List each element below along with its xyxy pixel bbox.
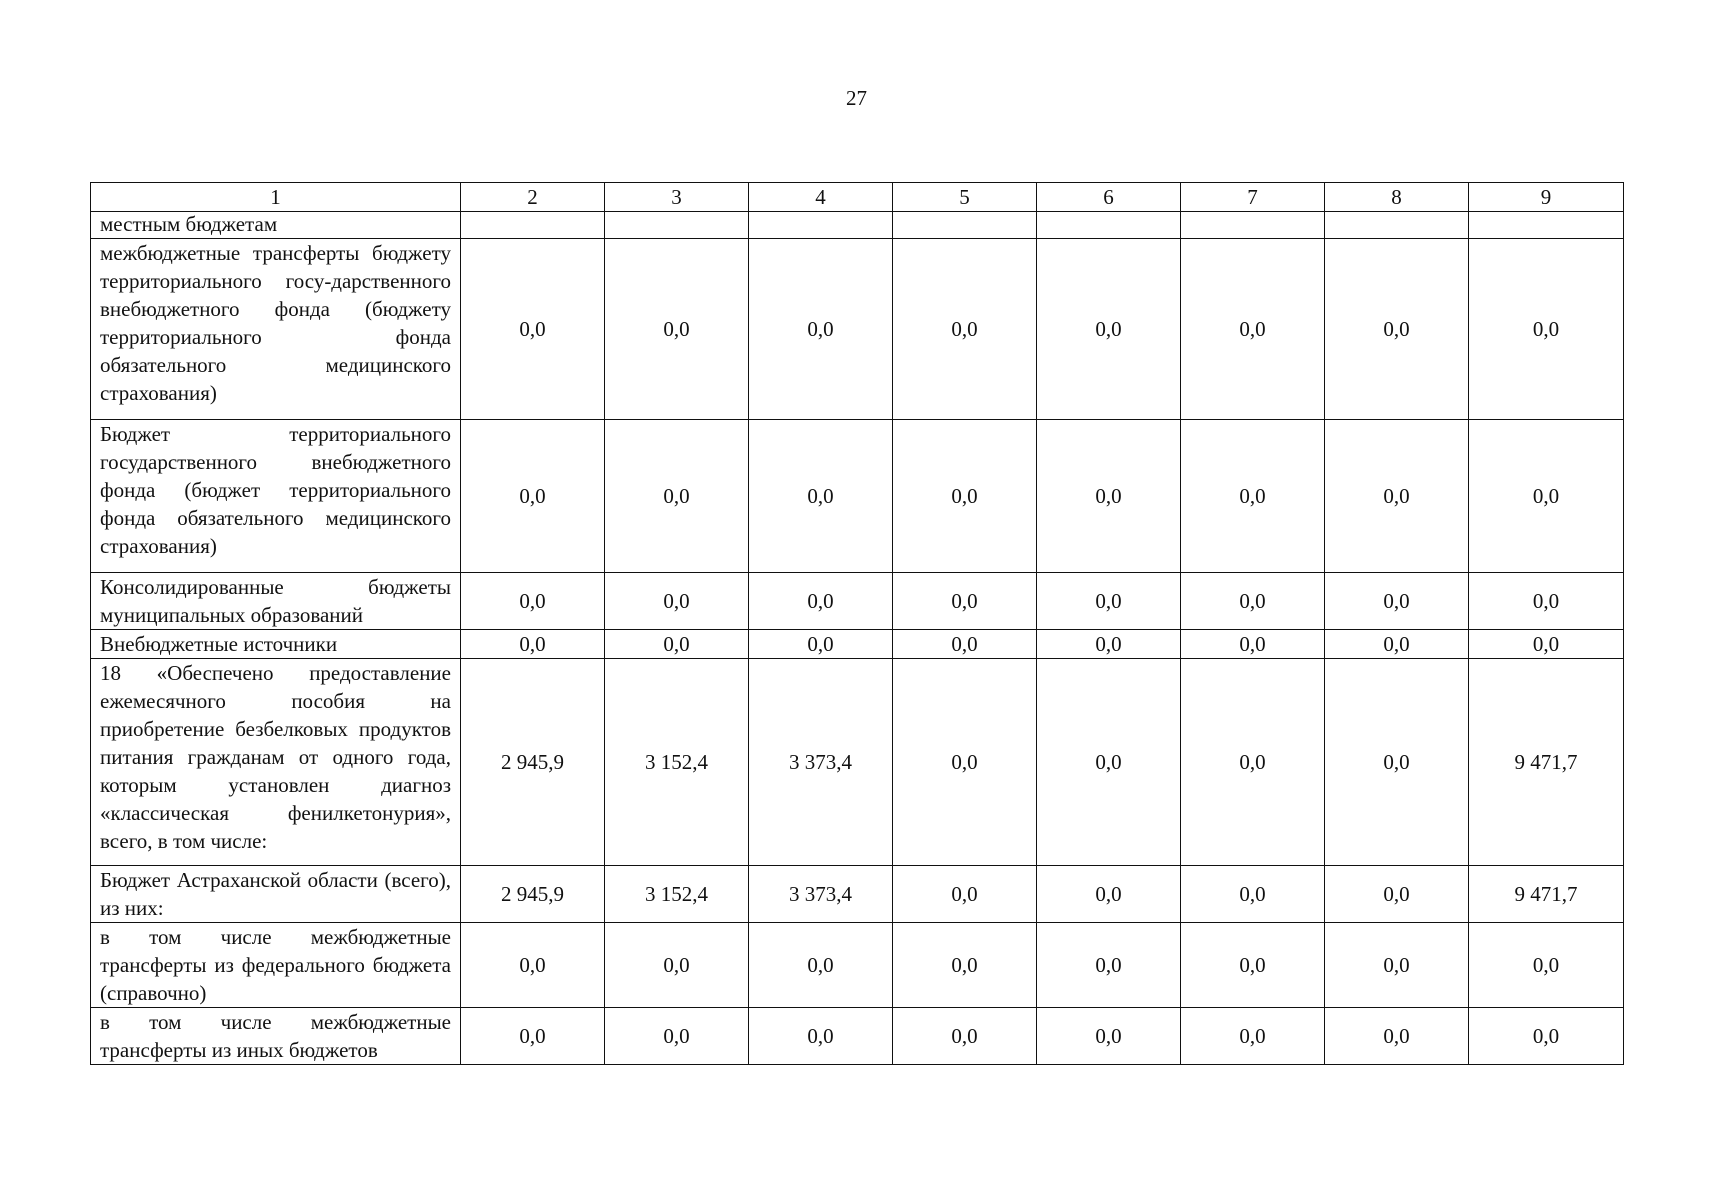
- value-cell: 0,0: [1037, 866, 1181, 923]
- value-cell: 3 152,4: [605, 659, 749, 866]
- value-cell: 0,0: [1037, 923, 1181, 1008]
- value-cell: 0,0: [893, 420, 1037, 573]
- column-header: 9: [1469, 183, 1624, 212]
- value-cell: [1181, 212, 1325, 239]
- value-cell: [893, 212, 1037, 239]
- column-header: 6: [1037, 183, 1181, 212]
- value-cell: 0,0: [893, 923, 1037, 1008]
- value-cell: 0,0: [1037, 239, 1181, 420]
- value-cell: 9 471,7: [1469, 866, 1624, 923]
- value-cell: 0,0: [1037, 659, 1181, 866]
- value-cell: [1325, 212, 1469, 239]
- value-cell: 0,0: [605, 1008, 749, 1065]
- value-cell: 0,0: [1181, 923, 1325, 1008]
- value-cell: 3 373,4: [749, 659, 893, 866]
- value-cell: 0,0: [605, 420, 749, 573]
- value-cell: 0,0: [1469, 573, 1624, 630]
- value-cell: [749, 212, 893, 239]
- value-cell: 0,0: [1325, 659, 1469, 866]
- value-cell: 0,0: [461, 1008, 605, 1065]
- row-label: Внебюджетные источники: [91, 630, 461, 659]
- value-cell: 0,0: [1325, 1008, 1469, 1065]
- value-cell: 0,0: [1181, 1008, 1325, 1065]
- value-cell: 0,0: [893, 630, 1037, 659]
- value-cell: 0,0: [1037, 630, 1181, 659]
- column-header: 7: [1181, 183, 1325, 212]
- table-row: [91, 659, 1624, 866]
- table-body: [91, 183, 1624, 1065]
- value-cell: 0,0: [1325, 866, 1469, 923]
- value-cell: 0,0: [1181, 866, 1325, 923]
- row-label: в том числе межбюджетные трансферты из федерального бюджета (справочно): [91, 923, 461, 1008]
- value-cell: 0,0: [461, 239, 605, 420]
- table-row: [91, 866, 1624, 923]
- column-header: 1: [91, 183, 461, 212]
- value-cell: 0,0: [1469, 630, 1624, 659]
- value-cell: 0,0: [893, 1008, 1037, 1065]
- value-cell: [1037, 212, 1181, 239]
- value-cell: 2 945,9: [461, 866, 605, 923]
- value-cell: [461, 212, 605, 239]
- row-label: 18 «Обеспечено предоставление ежемесячного пособия на приобретение безбелковых продуктов питания гражданам от одного года, которым установлен диагноз «классическая фенилкетонурия», всего, в том числе:: [91, 659, 461, 866]
- value-cell: 0,0: [1181, 630, 1325, 659]
- page-number: 27: [846, 86, 867, 110]
- value-cell: 0,0: [1469, 420, 1624, 573]
- value-cell: 0,0: [605, 239, 749, 420]
- value-cell: 0,0: [1181, 239, 1325, 420]
- value-cell: 0,0: [605, 630, 749, 659]
- value-cell: 3 373,4: [749, 866, 893, 923]
- value-cell: 0,0: [1037, 573, 1181, 630]
- column-header: 3: [605, 183, 749, 212]
- column-header: 4: [749, 183, 893, 212]
- value-cell: 0,0: [1181, 420, 1325, 573]
- budget-table: [90, 182, 1624, 1065]
- table-row: [91, 573, 1624, 630]
- value-cell: 0,0: [1469, 239, 1624, 420]
- value-cell: 0,0: [1325, 923, 1469, 1008]
- value-cell: 0,0: [1325, 630, 1469, 659]
- column-header: 2: [461, 183, 605, 212]
- table-row: [91, 1008, 1624, 1065]
- column-number-row: [91, 183, 1624, 212]
- value-cell: 0,0: [1325, 420, 1469, 573]
- value-cell: 9 471,7: [1469, 659, 1624, 866]
- table-row: [91, 239, 1624, 420]
- value-cell: 3 152,4: [605, 866, 749, 923]
- table-row: [91, 420, 1624, 573]
- value-cell: 0,0: [1037, 420, 1181, 573]
- value-cell: 0,0: [1181, 573, 1325, 630]
- table-row: [91, 212, 1624, 239]
- row-label: межбюджетные трансферты бюджету территориального госу-дарственного внебюджетного фонда (бюджету территориального фонда обязательного медицинского страхования): [91, 239, 461, 420]
- value-cell: 0,0: [461, 420, 605, 573]
- row-label: Бюджет Астраханской области (всего), из них:: [91, 866, 461, 923]
- column-header: 8: [1325, 183, 1469, 212]
- value-cell: 0,0: [749, 420, 893, 573]
- value-cell: 0,0: [893, 239, 1037, 420]
- row-label: в том числе межбюджетные трансферты из иных бюджетов: [91, 1008, 461, 1065]
- row-label: местным бюджетам: [91, 212, 461, 239]
- value-cell: [1469, 212, 1624, 239]
- value-cell: 0,0: [749, 573, 893, 630]
- value-cell: 0,0: [1469, 1008, 1624, 1065]
- value-cell: 0,0: [605, 573, 749, 630]
- value-cell: 2 945,9: [461, 659, 605, 866]
- value-cell: 0,0: [1325, 573, 1469, 630]
- value-cell: 0,0: [749, 923, 893, 1008]
- value-cell: 0,0: [1181, 659, 1325, 866]
- value-cell: 0,0: [1037, 1008, 1181, 1065]
- value-cell: 0,0: [893, 866, 1037, 923]
- column-header: 5: [893, 183, 1037, 212]
- value-cell: 0,0: [749, 1008, 893, 1065]
- value-cell: 0,0: [461, 630, 605, 659]
- value-cell: 0,0: [749, 630, 893, 659]
- table-row: [91, 630, 1624, 659]
- value-cell: 0,0: [461, 573, 605, 630]
- value-cell: 0,0: [749, 239, 893, 420]
- value-cell: 0,0: [461, 923, 605, 1008]
- value-cell: [605, 212, 749, 239]
- value-cell: 0,0: [605, 923, 749, 1008]
- value-cell: 0,0: [893, 659, 1037, 866]
- value-cell: 0,0: [1469, 923, 1624, 1008]
- table-row: [91, 923, 1624, 1008]
- value-cell: 0,0: [1325, 239, 1469, 420]
- row-label: Консолидированные бюджеты муниципальных образований: [91, 573, 461, 630]
- row-label: Бюджет территориального государственного внебюджетного фонда (бюджет территориального фонда обязательного медицинского страхования): [91, 420, 461, 573]
- value-cell: 0,0: [893, 573, 1037, 630]
